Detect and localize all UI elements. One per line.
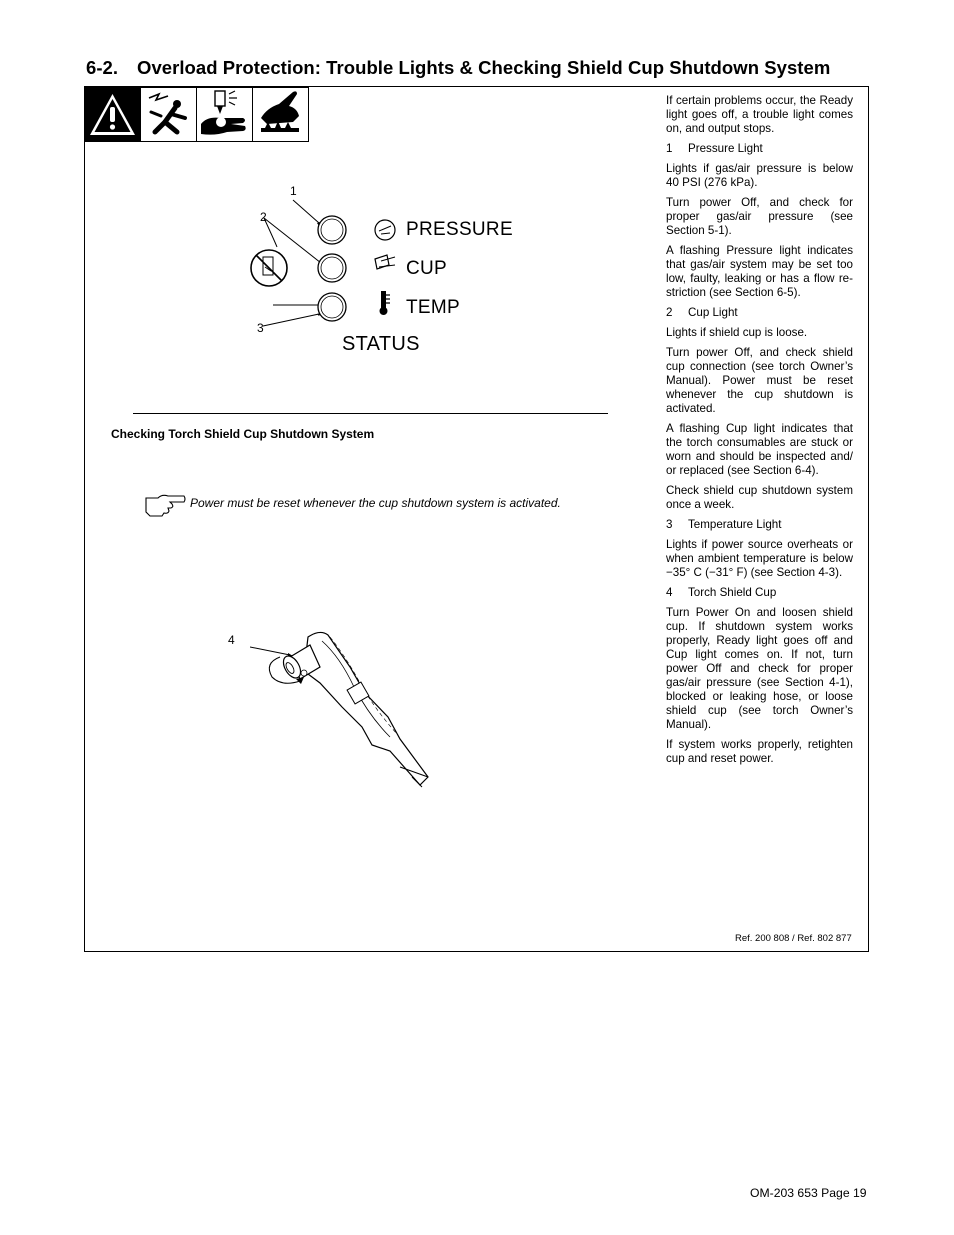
callout-4: 4 [228, 633, 235, 647]
paragraph: Lights if gas/air pressure is below 40 PSI (276 kPa). [666, 162, 853, 189]
temp-light [318, 293, 346, 321]
reference-number: Ref. 200 808 / Ref. 802 877 [735, 933, 852, 944]
item-2-label: 2 Cup Light [666, 306, 738, 319]
section-number: 6-2. [86, 57, 119, 78]
right-column-text [666, 94, 853, 772]
warning-triangle-icon [84, 87, 141, 142]
temp-label: TEMP [406, 297, 460, 318]
shield-cup-icon [375, 255, 395, 269]
paragraph: Lights if power source overheats or when ambient temperature is below −35° C (−31° F) (see Section 4-3). [666, 538, 853, 579]
page-footer: OM-203 653 Page 19 [750, 1186, 867, 1200]
callout-1: 1 [290, 184, 297, 198]
section-divider [133, 413, 608, 414]
intro-paragraph: If certain problems occur, the Ready light goes off, a trouble light comes on, and output stops. [666, 94, 853, 135]
paragraph: Turn Power On and loosen shield cup. If shutdown system works properly, Ready light goes off and Cup light comes on. If not, turn power Off and check for proper gas/air pressure (see Section 4-1), blocked or leaking hose, or loose shield cup (see torch Owner’s Manual). [666, 606, 853, 731]
callout-2: 2 [260, 210, 267, 224]
item-3-label: 3 Temperature Light [666, 518, 782, 531]
electric-shock-icon [140, 87, 197, 142]
paragraph: A flashing Pressure light indicates that gas/air system may be set too low, faulty, leaking or has a flow re-striction (see Section 6-5). [666, 244, 853, 299]
gas-pressure-icon [375, 220, 395, 240]
note-text: Power must be reset whenever the cup shutdown system is activated. [190, 496, 561, 510]
subheading: Checking Torch Shield Cup Shutdown System [111, 427, 375, 441]
pressure-light [318, 216, 346, 244]
cup-label: CUP [406, 258, 448, 279]
section-title-text: Overload Protection: Trouble Lights & Checking Shield Cup Shutdown System [137, 57, 831, 78]
status-title: STATUS [342, 333, 420, 355]
cup-light [318, 254, 346, 282]
paragraph: Check shield cup shutdown system once a week. [666, 484, 853, 511]
paragraph: Turn power Off, and check shield cup connection (see torch Owner’s Manual). Power must be reset whenever the cup shutdown is activated. [666, 346, 853, 415]
item-4-label: 4 Torch Shield Cup [666, 586, 777, 599]
hot-spark-hand-icon [196, 87, 253, 142]
no-torch-icon [251, 250, 287, 286]
burn-hand-icon [252, 87, 309, 142]
torch-drawing [250, 627, 470, 797]
callout-3: 3 [257, 321, 264, 335]
paragraph: A flashing Cup light indicates that the torch consumables are stuck or worn and should be inspected and/ or replaced (see Section 6-4). [666, 422, 853, 477]
paragraph: Lights if shield cup is loose. [666, 326, 808, 339]
status-panel-drawing [235, 187, 545, 357]
pointing-hand-icon [144, 492, 186, 518]
pressure-label: PRESSURE [406, 219, 513, 240]
paragraph: If system works properly, retighten cup and reset power. [666, 738, 853, 765]
item-1-label: 1 Pressure Light [666, 142, 763, 155]
section-title [86, 57, 830, 79]
thermometer-icon [380, 291, 391, 315]
paragraph: Turn power Off, and check for proper gas/air pressure (see Section 5-1). [666, 196, 853, 237]
